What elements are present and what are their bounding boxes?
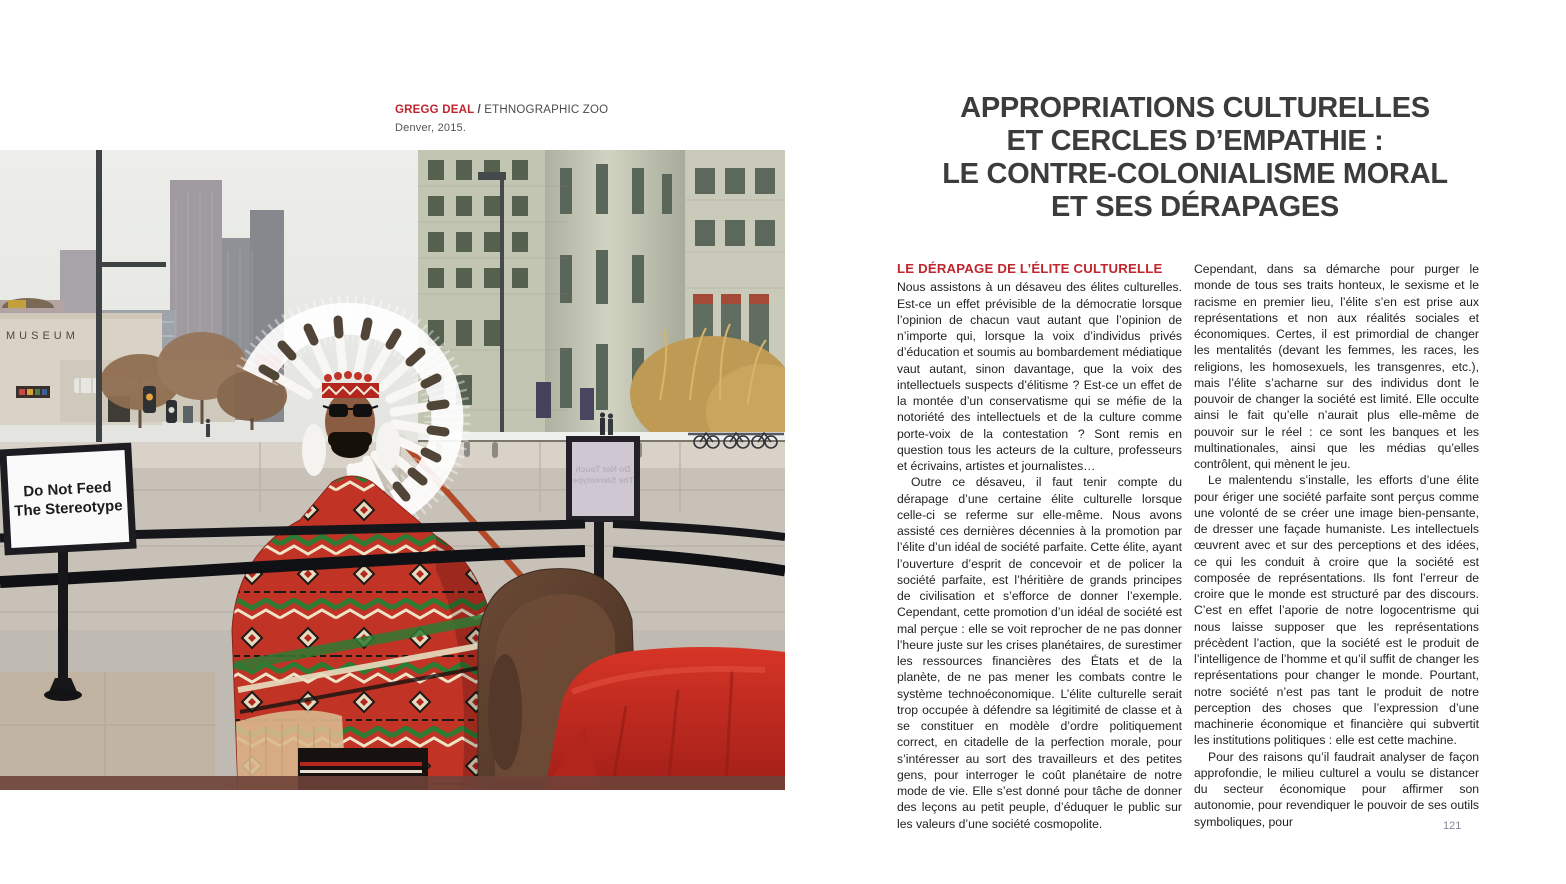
column-2 <box>1194 261 1479 832</box>
title-line-2: ET CERCLES D’EMPATHIE : <box>1006 125 1384 157</box>
sunglasses <box>329 404 348 417</box>
section-heading: LE DÉRAPAGE DE L’ÉLITE CULTURELLE <box>897 261 1163 276</box>
paragraph: Pour des raisons qu’il faudrait analyser de façon approfondie, le milieu culturel a voulu se distancer du secteur économique pour affirmer son autonomie, pour revendiquer le pouvoir de ses outils symboliques, pour <box>1194 749 1479 829</box>
paragraph: Nous assistons à un désaveu des élites culturelles. Est-ce un effet prévisible de la démocratie lorsque l’opinion de chacun vaut autant que l’opinion de n’importe qui, lorsque la voix d’individus privés d’éducation et soumis au bombardement médiatique vaut autant, sinon davantage, que la voix des intellectuels suspects d’élitisme ? Est-ce un effet de la montée d’un conservatisme qui se méfie de la notoriété des intellectuels et de la culture comme porte-voix de la contestation ? Sont remis en question tous les acteurs de la culture, professeurs et écrivains, artistes et journalistes… <box>897 280 1182 473</box>
photo-caption: Denver, 2015. <box>395 122 467 134</box>
front-sign-line2: The Stereotype <box>13 497 124 520</box>
foreground-strip <box>0 776 785 790</box>
back-sign-line2: The Stereotype <box>572 475 634 485</box>
front-sign <box>0 443 137 556</box>
work-title: ETHNOGRAPHIC ZOO <box>484 104 609 116</box>
photo-canvas <box>0 150 785 790</box>
photograph <box>0 150 785 790</box>
photo-credit <box>395 104 608 134</box>
article-title <box>880 92 1510 224</box>
paragraph: Le malentendu s’installe, les efforts d’une élite pour ériger une société parfaite sont perçus comme une volonté de se créer une image bien-pensante, de dresser une façade humaniste. Les intellectuels œuvrent avec et sur des perceptions et des idées, ce qui les conduit à croire que la société est composée de représentations. Ils font l’erreur de croire que le monde est structuré par des discours. C’est en effet l’aporie de notre logocentrisme qui nous laisse supposer que les représentations précèdent l’action, que la société est le produit de l’intelligence de l’homme et qu’il suffit de changer les représentations pour changer le monde. Pourtant, notre société n’est pas tant le produit de notre perception des choses que l’expression d’une machinerie économique et financière qui subvertit les institutions politiques : elle est cette machine. <box>1194 473 1479 748</box>
title-line-1: APPROPRIATIONS CULTURELLES <box>960 92 1430 124</box>
museum-sign-text: MUSEUM <box>6 330 79 342</box>
photo-credit-line <box>395 104 608 116</box>
back-sign <box>566 436 640 522</box>
article-body <box>897 261 1479 832</box>
title-line-4: ET SES DÉRAPAGES <box>1051 191 1339 223</box>
page-number: 121 <box>1443 820 1462 832</box>
artist-name: GREGG DEAL <box>395 104 475 116</box>
paragraph: Outre ce désaveu, il faut tenir compte du dérapage d’une certaine élite culturelle lorsque celle-ci se referme sur elle-même. Nous avons assisté ces dernières décennies à la promotion par l’élite d’un idéal de société parfaite. Cette élite, ayant l’ouverture d’esprit de concevoir et de policer la société parfaite, est l’héritière de grands principes de civilisation et s’efforce de donner l’exemple. Cependant, cette promotion d’un idéal de société est mal perçue : elle se voit reprocher de ne pas donner l’heure juste sur les crises planétaires, de surestimer les ressources financières des États et de la planète, de ne pas mener les combats contre le système technoéconomique. L’élite culturelle serait trop occupée à défendre sa légitimité de classe et à se constituer en modèle d’ordre politiquement correct, en citadelle de la perfection morale, pour s’intéresser au sort des travailleurs et des petites gens, pour interroger le coût planétaire de notre mode de vie. Elle s’est donné pour tâche de donner des leçons au petit peuple, d’éduquer le public sur les valeurs d’une société cosmopolite. <box>897 475 1182 831</box>
paragraph: Cependant, dans sa démarche pour purger le monde de tous ses traits honteux, le sexisme et le racisme en premier lieu, l’élite s’en est prise aux représentations et non aux réalités sociales et économiques. Certes, il est primordial de changer les mentalités (devant les femmes, les races, les religions, les homosexuels, les transgenres, etc.), mais l’élite s’acharne sur des individus dont le pouvoir de changer la société est limité. Elle occulte ainsi le fait qu’elle n’aurait plus elle-même de pouvoir sur le réel : ce sont les banques et les multinationales, ainsi que les médias qu’elles contrôlent, qui mènent le jeu. <box>1194 262 1479 471</box>
browband <box>322 383 379 398</box>
front-sign-line1: Do Not Feed <box>22 478 113 501</box>
credit-separator: / <box>474 104 485 116</box>
title-line-3: LE CONTRE-COLONIALISME MORAL <box>942 158 1448 190</box>
back-sign-line1: Do Not Touch <box>575 464 631 474</box>
column-1 <box>897 261 1182 832</box>
